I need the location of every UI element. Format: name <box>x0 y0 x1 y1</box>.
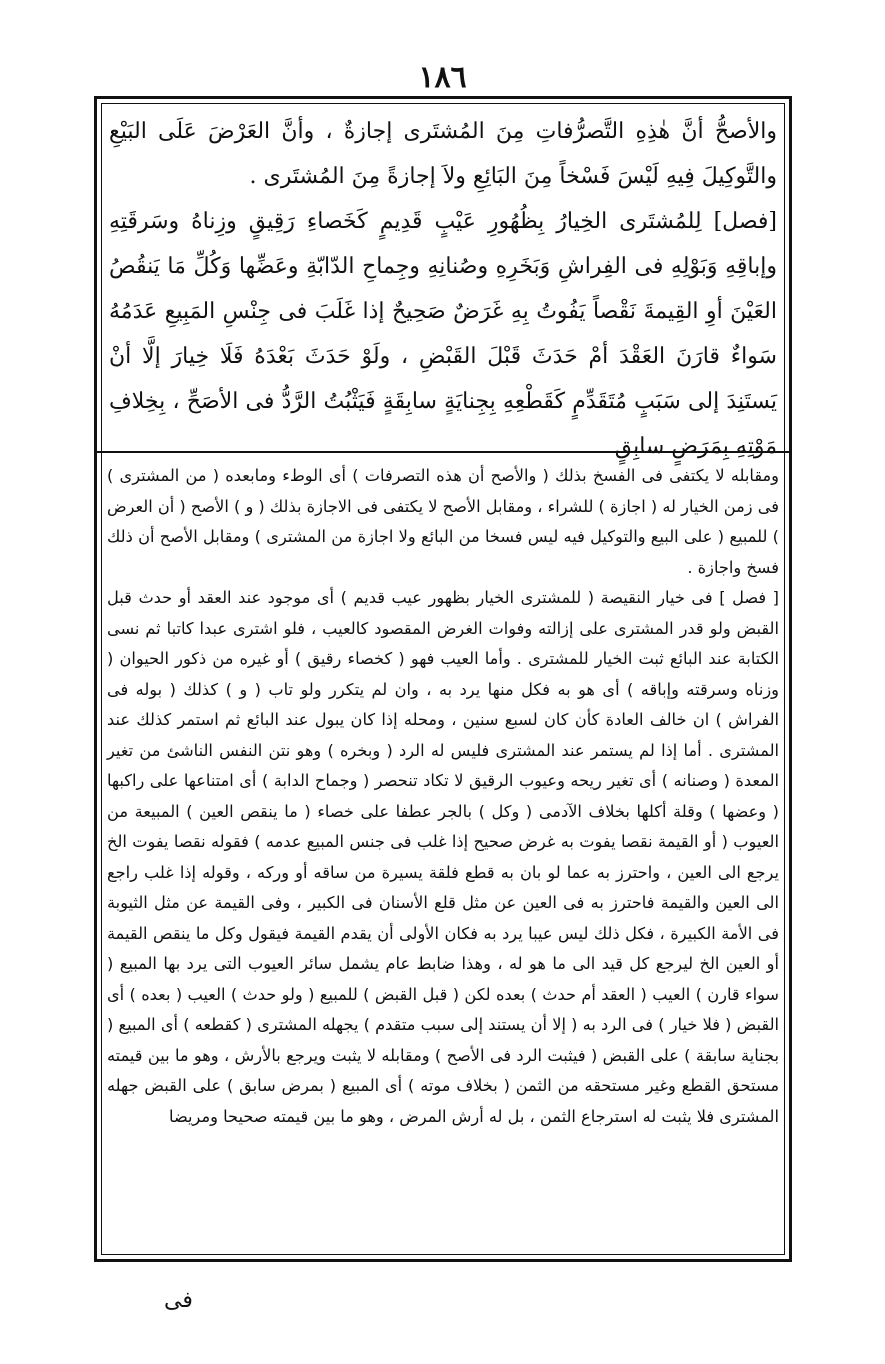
matn-paragraph: [فصل] لِلمُشتَرى الخِيارُ بِظُهُورِ عَيْبٍ قَدِيمٍ كَخَصاءِ رَقِيقٍ وزِناهُ وسَرقَتِهِ وإباقِهِ وَبَوْلِهِ فى الفِراشِ وَبَخَرِهِ وصُنانِهِ وجِماحِ الدّابّةِ وعَضِّها وَكُلِّ مَا يَنقُصُ العَيْنَ أوِ القِيمةَ نَقْصاً يَفُوتُ بِهِ غَرَضٌ صَحِيحٌ إذا غَلَبَ فى جِنْسِ المَبِيعِ عَدَمُهُ سَواءٌ قارَنَ العَقْدَ أمْ حَدَثَ قَبْلَ القَبْضِ ، ولَوْ حَدَثَ بَعْدَهُ فَلَا خِيارَ إلَّا أنْ يَستَنِدَ إلى سَبَبٍ مُتَقَدِّمٍ كَقَطْعِهِ بِجِنايَةٍ سابِقَةٍ فَيَثْبُتُ الرَّدُّ فى الأصَحِّ ، بِخِلافِ مَوْتِهِ بِمَرَضٍ سابِقٍ <box>109 209 777 459</box>
page-frame <box>94 96 792 1262</box>
sharh-commentary-block <box>107 461 779 1253</box>
catchword: فى <box>164 1288 193 1313</box>
matn-paragraph: والأصحُّ أنَّ هٰذِهِ التَّصرُّفاتِ مِنَ المُشتَرى إجازةٌ ، وأنَّ العَرْضَ عَلَى البَيْعِ والتَّوكِيلَ فِيهِ لَيْسَ فَسْخاً مِنَ البَائِعِ ولاَ إجازةً مِنَ المُشتَرى . <box>109 119 777 189</box>
page-number: ١٨٦ <box>418 60 467 95</box>
section-divider <box>97 451 789 453</box>
sharh-paragraph: ومقابله لا يكتفى فى الفسخ بذلك ( والأصح أن هذه التصرفات ) أى الوطء ومابعده ( من المشترى ) فى زمن الخيار له ( اجازة ) للشراء ، ومقابل الأصح لا يكتفى فى الاجازة بذلك ( و ) الأصح ( أن العرض ) للمبيع ( على البيع والتوكيل فيه ليس فسخا من البائع ولا اجازة من المشترى ) ومقابل الأصح أن ذلك فسخ واجازة . <box>107 466 779 577</box>
sharh-paragraph: [ فصل ] فى خيار النقيصة ( للمشترى الخيار بظهور عيب قديم ) أى موجود عند العقد أو حدث قبل القبض ولو قدر المشترى على إزالته وفوات الغرض المقصود كالعيب ، فلو اشترى عبدا كاتبا ثم نسى الكتابة عند البائع ثبت الخيار للمشترى . وأما العيب فهو ( كخصاء رقيق ) أو غيره من ذكور الحيوان ( وزناه وسرقته وإباقه ) أى هو به فكل منها يرد به ، وان لم يتكرر ولو تاب ( و ) كذلك ( بوله فى الفراش ) ان خالف العادة كأن كان لسبع سنين ، ومحله إذا كان يبول عند البائع ثم استمر كذلك عند المشترى . أما إذا لم يستمر عند المشترى فليس له الرد ( وبخره ) وهو نتن النفس الناشئ من تغير المعدة ( وصنانه ) أى تغير ريحه وعيوب الرقيق لا تكاد تنحصر ( وجماح الدابة ) أى امتناعها على راكبها ( وعضها ) وقلة أكلها بخلاف الآدمى ( وكل ) بالجر عطفا على خصاء ( ما ينقص العين ) المبيعة من العيوب ( أو القيمة نقصا يفوت به غرض صحيح إذا غلب فى جنس المبيع عدمه ) فقوله نقصا يفوت الخ يرجع الى العين ، واحترز به عما لو بان به قطع فلقة يسيرة من ساقه أو وركه ، وقوله إذا غلب راجع الى العين والقيمة فاحترز به فى العين عن مثل قلع الأسنان فى الكبير ، وفى القيمة عن مثل الثيوبة فى الأمة الكبيرة ، فكل ذلك ليس عيبا يرد به فكان الأولى أن يقدم القيمة فيقول وكل ما ينقص القيمة أو العين الخ ليرجع كل قيد الى ما هو له ، وهذا ضابط عام يشمل سائر العيوب التى يرد بها المبيع ( سواء قارن ) العيب ( العقد أم حدث ) بعده لكن ( قبل القبض ) للمبيع ( ولو حدث ) العيب ( بعده ) أى القبض ( فلا خيار ) فى الرد به ( إلا أن يستند إلى سبب متقدم ) يجهله المشترى ( كقطعه ) أى المبيع ( بجناية سابقة ) على القبض ( فيثبت الرد فى الأصح ) ومقابله لا يثبت ويرجع بالأرش ، وهو ما بين قيمته مستحق القطع وغير مستحقه من الثمن ( بخلاف موته ) أى المبيع ( بمرض سابق ) على القبض جهله المشترى فلا يثبت له استرجاع الثمن ، بل له أرش المرض ، وهو ما بين قيمته صحيحا ومريضا <box>107 588 779 1126</box>
matn-text-block <box>109 109 777 459</box>
